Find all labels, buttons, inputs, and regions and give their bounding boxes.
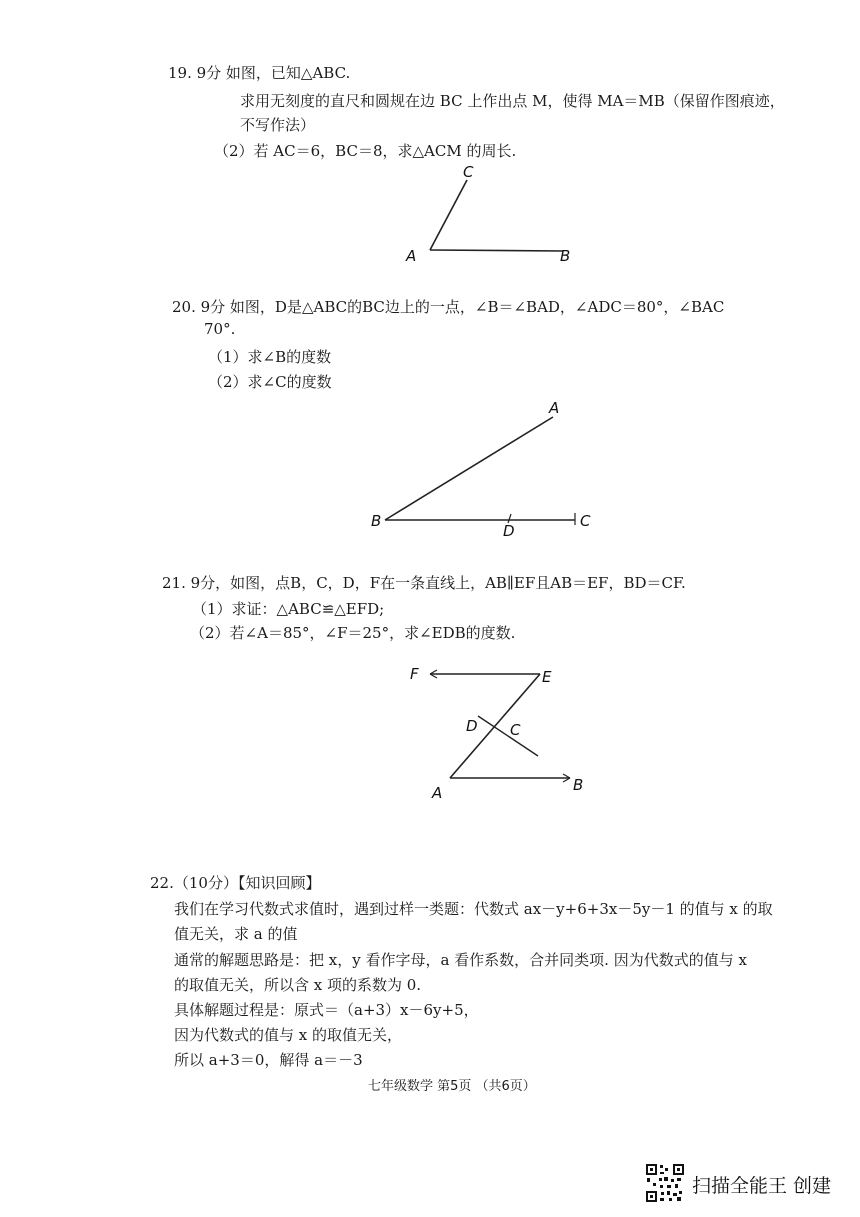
label-B: B bbox=[560, 247, 571, 265]
label-B: B bbox=[573, 776, 584, 794]
label-D: D bbox=[503, 522, 515, 540]
q19-line2: 不写作法） bbox=[240, 116, 316, 134]
q20-line1: （1）求∠B的度数 bbox=[208, 348, 332, 366]
q21-line1: （1）求证：△ABC≌△EFD; bbox=[192, 600, 385, 618]
q22-line6: 因为代数式的值与 x 的取值无关， bbox=[174, 1026, 402, 1044]
q19-heading: 19. 9分 如图，已知△ABC. bbox=[168, 64, 351, 82]
label-A: A bbox=[406, 247, 417, 265]
q20-line2: （2）求∠C的度数 bbox=[208, 373, 332, 391]
q19-line3: （2）若 AC＝6，BC＝8，求△ACM 的周长. bbox=[214, 142, 517, 160]
segment-AB bbox=[430, 250, 563, 251]
q22-line3: 通常的解题思路是：把 x，y 看作字母，a 看作系数，合并同类项. 因为代数式的值与 x bbox=[174, 951, 747, 969]
label-A: A bbox=[549, 399, 560, 417]
segment-BA bbox=[385, 417, 553, 520]
label-A: A bbox=[432, 784, 443, 802]
label-D: D bbox=[466, 717, 478, 735]
q20-heading: 20. 9分 如图，D是△ABC的BC边上的一点，∠B＝∠BAD，∠ADC＝80°，∠BAC bbox=[172, 298, 725, 316]
label-C: C bbox=[463, 163, 474, 181]
label-C: C bbox=[510, 721, 521, 739]
q21-line2: （2）若∠A＝85°，∠F＝25°，求∠EDB的度数. bbox=[190, 624, 516, 642]
segment-ED bbox=[450, 674, 540, 778]
q20-line0: 70°. bbox=[204, 320, 236, 338]
q22-line2: 值无关，求 a 的值 bbox=[174, 925, 298, 943]
scanner-watermark-text: 扫描全能王 创建 bbox=[692, 1175, 832, 1197]
q21-heading: 21. 9分，如图，点B，C，D，F在一条直线上，AB∥EF且AB＝EF，BD＝CF. bbox=[162, 574, 686, 592]
q22-line1: 我们在学习代数式求值时，遇到过样一类题：代数式 ax－y+6+3x－5y－1 的值与 x 的取 bbox=[174, 900, 773, 918]
page-footer: 七年级数学 第5页 （共6页） bbox=[368, 1079, 536, 1094]
q22-line7: 所以 a+3＝0，解得 a＝－3 bbox=[174, 1051, 363, 1069]
q20-figure bbox=[365, 395, 605, 545]
qr-code-icon bbox=[645, 1163, 685, 1203]
q19-line1: 求用无刻度的直尺和圆规在边 BC 上作出点 M，使得 MA＝MB（保留作图痕迹， bbox=[240, 92, 785, 110]
q22-heading: 22.（10分）【知识回顾】 bbox=[150, 874, 321, 892]
label-C: C bbox=[580, 512, 591, 530]
segment-AC bbox=[430, 180, 467, 250]
q22-line4: 的取值无关，所以含 x 项的系数为 0. bbox=[174, 976, 422, 994]
label-E: E bbox=[542, 668, 552, 686]
q21-figure bbox=[400, 658, 600, 808]
q19-figure bbox=[395, 160, 585, 270]
label-B: B bbox=[371, 512, 382, 530]
label-F: F bbox=[410, 665, 419, 683]
q22-line5: 具体解题过程是：原式＝（a+3）x－6y+5， bbox=[174, 1001, 479, 1019]
